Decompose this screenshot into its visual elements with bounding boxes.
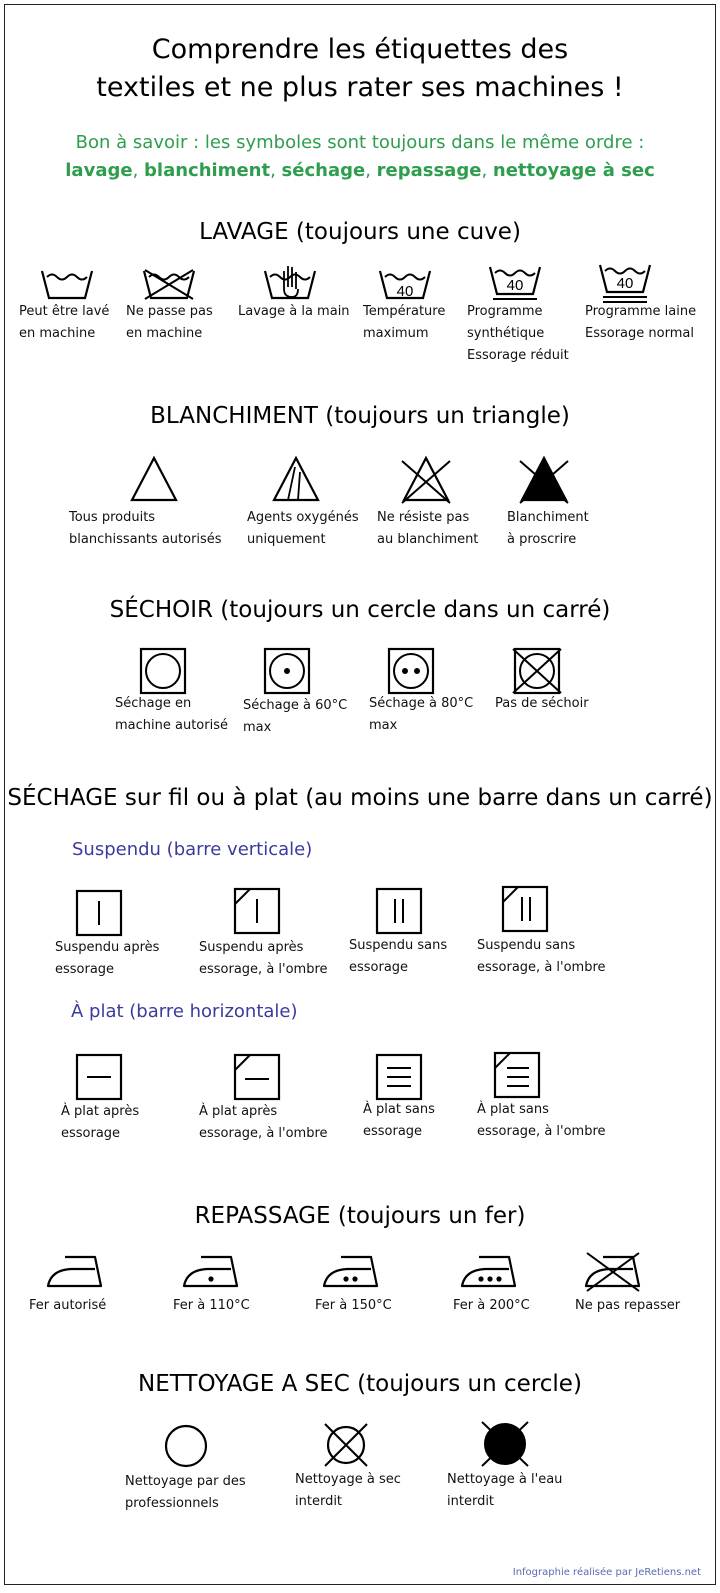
aplat-label-3 <box>363 1099 435 1143</box>
good-to-know-note <box>5 129 715 185</box>
tumble-dry-icon <box>139 647 187 695</box>
label-line: max <box>243 720 272 735</box>
sechoir-label-1 <box>115 693 228 737</box>
label-line: interdit <box>295 1494 343 1509</box>
repassage-label-1 <box>29 1295 106 1317</box>
circle-filled-crossed-icon <box>479 1419 531 1469</box>
label-line: Lavage à la main <box>238 304 350 319</box>
note-order-sechage: séchage <box>281 160 366 181</box>
triangle-filled-crossed-icon <box>517 455 571 505</box>
label-line: Pas de séchoir <box>495 696 589 711</box>
tumble-dry-one-dot-icon <box>263 647 311 695</box>
washtub-40-one-bar-icon <box>487 263 543 303</box>
temp-40: 40 <box>616 275 634 292</box>
suspendu-subheading: Suspendu (barre verticale) <box>72 839 313 860</box>
note-order-lavage: lavage <box>65 160 133 181</box>
lavage-label-1 <box>19 301 109 345</box>
sechoir-label-4 <box>495 693 589 715</box>
note-line-2 <box>5 157 715 185</box>
page-title <box>5 31 715 107</box>
temp-40: 40 <box>396 283 414 300</box>
label-line: Peut être lavé <box>19 304 110 319</box>
note-order-nettoyage: nettoyage à sec <box>492 160 655 181</box>
label-line: essorage <box>349 960 409 975</box>
label-line: À plat après <box>61 1104 140 1119</box>
circle-icon <box>163 1423 209 1469</box>
label-line: essorage <box>61 1126 121 1141</box>
title-line-2: textiles et ne plus rater ses machines ! <box>96 72 624 103</box>
label-line: Température <box>363 304 446 319</box>
label-line: Agents oxygénés <box>247 510 359 525</box>
line-dry-icon <box>75 889 123 937</box>
circle-crossed-icon <box>321 1421 371 1469</box>
label-line: Ne pas repasser <box>575 1298 681 1313</box>
sechoir-label-2 <box>243 695 347 739</box>
aplat-label-2 <box>199 1101 328 1145</box>
label-line: À plat après <box>199 1104 278 1119</box>
repassage-label-4 <box>453 1295 530 1317</box>
label-line: en machine <box>126 326 203 341</box>
iron-one-dot-icon <box>181 1253 241 1289</box>
label-line: Séchage en <box>115 696 192 711</box>
line-dry-shade-icon <box>233 887 281 935</box>
lavage-label-2 <box>126 301 213 345</box>
label-line: Programme laine <box>585 304 697 319</box>
label-line: synthétique <box>467 326 545 341</box>
label-line: À plat sans <box>477 1102 549 1117</box>
temp-40: 40 <box>506 277 524 294</box>
hand-wash-icon <box>262 263 318 301</box>
drip-dry-icon <box>375 887 423 935</box>
triangle-striped-icon <box>271 455 321 503</box>
aplat-subheading: À plat (barre horizontale) <box>71 1001 298 1022</box>
blanchiment-label-3 <box>377 507 478 551</box>
tumble-dry-two-dots-icon <box>387 647 435 695</box>
label-line: À plat sans <box>363 1102 435 1117</box>
sechoir-heading: SÉCHOIR (toujours un cercle dans un carré) <box>109 597 611 623</box>
label-line: à proscrire <box>507 532 577 547</box>
label-line: Suspendu sans <box>477 938 576 953</box>
label-line: machine autorisé <box>115 718 228 733</box>
lavage-label-4 <box>363 301 445 345</box>
label-line: Fer à 150°C <box>315 1298 392 1313</box>
label-line: Essorage réduit <box>467 348 569 363</box>
nettoyage-label-1 <box>125 1471 246 1515</box>
nettoyage-label-3 <box>447 1469 562 1513</box>
blanchiment-heading: BLANCHIMENT (toujours un triangle) <box>150 403 570 429</box>
label-line: professionnels <box>125 1496 219 1511</box>
washtub-40-icon <box>377 267 433 301</box>
label-line: Fer à 200°C <box>453 1298 530 1313</box>
blanchiment-label-4 <box>507 507 589 551</box>
nettoyage-heading: NETTOYAGE A SEC (toujours un cercle) <box>138 1371 582 1397</box>
lavage-heading: LAVAGE (toujours une cuve) <box>199 219 521 245</box>
repassage-heading: REPASSAGE (toujours un fer) <box>194 1203 526 1229</box>
label-line: essorage, à l'ombre <box>477 960 606 975</box>
washtub-icon <box>39 267 95 301</box>
label-line: Fer autorisé <box>29 1298 107 1313</box>
label-line: essorage, à l'ombre <box>199 1126 328 1141</box>
label-line: Essorage normal <box>585 326 694 341</box>
repassage-label-5 <box>575 1295 680 1317</box>
label-line: essorage <box>363 1124 423 1139</box>
sechage-heading: SÉCHAGE sur fil ou à plat (au moins une barre dans un carré) <box>7 785 713 811</box>
blanchiment-label-2 <box>247 507 359 551</box>
label-line: essorage, à l'ombre <box>199 962 328 977</box>
aplat-label-1 <box>61 1101 139 1145</box>
label-line: essorage <box>55 962 115 977</box>
suspendu-label-3 <box>349 935 447 979</box>
label-line: interdit <box>447 1494 495 1509</box>
suspendu-label-4 <box>477 935 606 979</box>
label-line: Suspendu sans <box>349 938 448 953</box>
label-line: Fer à 110°C <box>173 1298 250 1313</box>
flat-dry-icon <box>75 1053 123 1101</box>
iron-two-dots-icon <box>321 1253 381 1289</box>
title-line-1: Comprendre les étiquettes des <box>151 34 569 65</box>
credit-text: Infographie réalisée par JeRetiens.net <box>512 1567 701 1578</box>
flat-drip-dry-shade-icon <box>493 1051 541 1099</box>
flat-dry-shade-icon <box>233 1053 281 1101</box>
repassage-label-3 <box>315 1295 392 1317</box>
lavage-label-6 <box>585 301 696 345</box>
iron-crossed-icon <box>583 1249 643 1293</box>
washtub-crossed-icon <box>141 267 197 301</box>
label-line: Nettoyage par des <box>125 1474 246 1489</box>
label-line: essorage, à l'ombre <box>477 1124 606 1139</box>
label-line: Ne passe pas <box>126 304 213 319</box>
label-line: maximum <box>363 326 429 341</box>
note-order-blanchiment: blanchiment <box>144 160 271 181</box>
label-line: Séchage à 60°C <box>243 698 348 713</box>
label-line: Programme <box>467 304 543 319</box>
triangle-icon <box>129 455 179 503</box>
note-separator: , <box>132 160 145 181</box>
aplat-label-4 <box>477 1099 606 1143</box>
suspendu-label-1 <box>55 937 159 981</box>
blanchiment-label-1 <box>69 507 222 551</box>
note-order-repassage: repassage <box>376 160 482 181</box>
label-line: Suspendu après <box>199 940 304 955</box>
triangle-crossed-icon <box>399 455 453 505</box>
iron-icon <box>45 1253 105 1289</box>
sechoir-label-3 <box>369 693 473 737</box>
label-line: Séchage à 80°C <box>369 696 474 711</box>
note-separator: , <box>365 160 377 181</box>
label-line: Suspendu après <box>55 940 160 955</box>
label-line: Nettoyage à l'eau <box>447 1472 563 1487</box>
washtub-40-two-bars-icon <box>597 261 653 305</box>
suspendu-label-2 <box>199 937 328 981</box>
infographic <box>4 4 716 1585</box>
label-line: Nettoyage à sec <box>295 1472 401 1487</box>
flat-drip-dry-icon <box>375 1053 423 1101</box>
label-line: au blanchiment <box>377 532 479 547</box>
label-line: max <box>369 718 398 733</box>
note-separator: , <box>270 160 282 181</box>
label-line: Tous produits <box>69 510 156 525</box>
label-line: en machine <box>19 326 96 341</box>
note-separator: , <box>481 160 493 181</box>
nettoyage-label-2 <box>295 1469 401 1513</box>
lavage-label-3 <box>238 301 350 323</box>
drip-dry-shade-icon <box>501 885 549 933</box>
tumble-dry-crossed-icon <box>511 647 563 695</box>
repassage-label-2 <box>173 1295 250 1317</box>
label-line: Ne résiste pas <box>377 510 470 525</box>
label-line: blanchissants autorisés <box>69 532 222 547</box>
note-line-1: Bon à savoir : les symboles sont toujours dans le même ordre : <box>75 132 645 153</box>
label-line: uniquement <box>247 532 326 547</box>
label-line: Blanchiment <box>507 510 589 525</box>
lavage-label-5 <box>467 301 569 367</box>
iron-three-dots-icon <box>459 1253 519 1289</box>
